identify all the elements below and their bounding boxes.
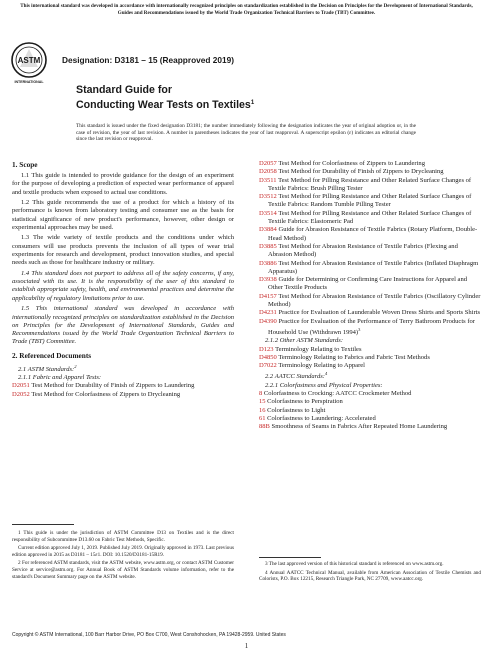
scope-1-3: 1.3 The wide variety of textile products and the conditions under which consumers will use products prevents the inclusion of all types of wear trial experiments for research and development, product innovation studies, and special needs such as those for healthcare industry or military.: [12, 234, 234, 267]
colorfastness-label: 2.2.1 Colorfastness and Physical Properties:: [265, 381, 383, 389]
reference-link[interactable]: D3511: [259, 176, 277, 184]
reference-item: D3884 Guide for Abrasion Resistance of Textile Fabrics (Rotary Platform, Double-Head Method): [259, 226, 478, 242]
left-column: [12, 160, 234, 399]
reference-link[interactable]: D2051: [12, 382, 30, 390]
reference-link[interactable]: 8: [259, 390, 263, 398]
title-line-1: Standard Guide for: [76, 84, 172, 96]
footnotes-right: [259, 561, 481, 585]
reference-link[interactable]: D3938: [259, 276, 277, 284]
reference-item: D3511 Test Method for Pilling Resistance and Other Related Surface Changes of Textile Fabrics: Brush Pilling Tester: [259, 176, 472, 192]
scope-heading: 1. Scope: [12, 160, 38, 169]
reference-item: D4157 Test Method for Abrasion Resistance of Textile Fabrics (Oscillatory Cylinder Method): [259, 292, 481, 309]
footnote-divider: [12, 524, 74, 525]
reference-link[interactable]: D123: [259, 345, 274, 353]
reference-link[interactable]: D3885: [259, 242, 277, 250]
aatcc-standards-label: 2.2 AATCC Standards:$^4$: [265, 371, 328, 381]
reference-item: D4390 Practice for Evaluation of the Performance of Terry Bathroom Products for Household Use (Withdrawn 1994)$^3$: [259, 317, 475, 336]
reference-link[interactable]: 16: [259, 406, 266, 414]
reference-item: D2051 Test Method for Durability of Finish of Zippers to Laundering: [12, 382, 195, 390]
title-line-2: Conducting Wear Tests on Textiles$^1$: [76, 98, 255, 111]
reference-link[interactable]: D4231: [259, 309, 277, 317]
issuance-statement: This standard is issued under the fixed designation D3181; the number immediately following the designation indicates the year of original adoption or, in the case of revision, the year of last revision. A number in parentheses indicates the year of last reapproval. A superscript epsilon (ε) indicates an editorial change since the last revision or reapproval.: [76, 123, 416, 143]
scope-1-5: 1.5 This international standard was developed in accordance with internationally recognized principles on standardization established in the Decision on Principles for the Development of International Standards, Guides and Recommendations issued by the World Trade Organization Technical Barriers to Trade (TBT) Committee.: [12, 305, 234, 346]
reference-item: D4850 Terminology Relating to Fabrics and Fabric Test Methods: [259, 353, 430, 361]
reference-link[interactable]: D3514: [259, 209, 277, 217]
reference-item: D3512 Test Method for Pilling Resistance and Other Related Surface Changes of Textile Fabrics: Random Tumble Pilling Tester: [259, 193, 472, 209]
scope-1-4: 1.4 This standard does not purport to address all of the safety concerns, if any, associated with its use. It is the responsibility of the user of this standard to establish appropriate safety, health, and environmental practices and determine the applicability of regulatory limitations prior to use.: [12, 269, 234, 302]
reference-item: D2052 Test Method for Colorfastness of Zippers to Drycleaning: [12, 390, 181, 398]
referenced-docs-heading: 2. Referenced Documents: [12, 350, 92, 360]
astm-standards-label: 2.1 ASTM Standards:$^2$: [18, 363, 77, 373]
reference-link[interactable]: D4850: [259, 353, 277, 361]
page-number: 1: [244, 642, 249, 650]
reference-item: D2058 Test Method for Durability of Finish of Zippers to Drycleaning: [259, 168, 444, 176]
svg-text:ASTM: ASTM: [17, 56, 41, 65]
footnotes-left: [12, 530, 234, 582]
reference-link[interactable]: D7022: [259, 362, 277, 370]
reference-item: 8 Colorfastness to Crocking: AATCC Crockmeter Method: [259, 390, 412, 398]
reference-item: 16 Colorfastness to Light: [259, 406, 326, 414]
scope-1-2: 1.2 This guide recommends the use of a product for which a history of its performance is known from laboratory testing and consumer use as the basis for statistical significance of new product's performance, however, other design or experimental approaches may be used.: [12, 199, 234, 231]
reference-link[interactable]: 15: [259, 398, 266, 406]
right-column: [259, 160, 481, 432]
reference-item: D7022 Terminology Relating to Apparel: [259, 362, 365, 370]
designation: Designation: D3181 – 15 (Reapproved 2019): [62, 55, 234, 65]
reference-link[interactable]: D2058: [259, 168, 277, 176]
reference-item: D3886 Test Method for Abrasion Resistance of Textile Fabrics (Inflated Diaphragm Apparatus): [259, 259, 479, 275]
reference-link[interactable]: D2057: [259, 160, 277, 167]
footnote-4: 4 Annual AATCC Technical Manual, available from American Association of Textile Chemists and Colorists, P.O. Box 12215, Research Triangle Park, NC 27709, www.aatcc.org.: [259, 569, 481, 583]
footnote-3: 3 The last approved version of this historical standard is referenced on www.astm.org.: [265, 561, 444, 567]
reference-link[interactable]: D4390: [259, 317, 277, 325]
reference-link[interactable]: D3884: [259, 226, 277, 234]
reference-item: D3514 Test Method for Pilling Resistance and Other Related Surface Changes of Textile Fabrics: Elastomeric Pad: [259, 209, 472, 226]
scope-1-1: 1.1 This guide is intended to provide guidance for the design of an experiment for the purpose of developing a prediction of expected wear performance of apparel and textile products when exposed to actual use conditions.: [12, 172, 234, 196]
page-title: [76, 84, 254, 111]
header-notice: This international standard was developed in accordance with internationally recognized principles on standardization established in the Decision on Principles for the Development of International Standards, Guides and Recommendations issued by the World Trade Organization Technical Barriers to Trade (TBT) Committee.: [20, 3, 473, 16]
reference-link[interactable]: D3512: [259, 193, 277, 201]
other-astm-label: 2.1.2 Other ASTM Standards:: [265, 337, 344, 345]
reference-link[interactable]: D3886: [259, 259, 277, 267]
copyright-notice: Copyright © ASTM International, 100 Barr Harbor Drive, PO Box C700, West Conshohocken, PA 19428-2959. United States: [12, 632, 286, 638]
reference-item: 15 Colorfastness to Perspiration: [259, 398, 343, 406]
footnote-divider: [259, 557, 321, 558]
reference-item: D3885 Test Method for Abrasion Resistance of Textile Fabrics (Flexing and Abrasion Method): [259, 242, 458, 259]
reference-item: D3938 Guide for Determining or Confirming Care Instructions for Apparel and Other Textile Products: [259, 276, 468, 292]
reference-link[interactable]: 88B: [259, 423, 270, 431]
reference-item: 61 Colorfastness to Laundering: Accelerated: [259, 414, 376, 422]
reference-link[interactable]: D2052: [12, 390, 30, 398]
footnote-1: 1 This guide is under the jurisdiction of ASTM Committee D13 on Textiles and is the direct responsibility of Subcommittee D13.60 on Fabric Test Methods, Specific.: [12, 530, 234, 543]
fabric-apparel-label: 2.1.1 Fabric and Apparel Tests:: [18, 373, 102, 381]
reference-item: D123 Terminology Relating to Textiles: [259, 345, 362, 353]
svg-text:INTERNATIONAL: INTERNATIONAL: [14, 80, 44, 84]
reference-item: D2057 Test Method for Colorfastness of Zippers to Laundering: [259, 160, 425, 167]
footnote-1-edition: Current edition approved July 1, 2019. Published July 2019. Originally approved in 1973. Last previous edition approved in 2015 as D3181 – 15ε1. DOI: 10.1520/D3181-15R19.: [12, 545, 234, 558]
reference-link[interactable]: 61: [259, 414, 266, 422]
astm-logo-icon: [10, 41, 48, 85]
reference-link[interactable]: D4157: [259, 292, 277, 300]
footnote-2: 2 For referenced ASTM standards, visit the ASTM website, www.astm.org, or contact ASTM Customer Service at service@astm.org. For Annual Book of ASTM Standards volume information, refer to the standard's Document Summary page on the ASTM website.: [12, 560, 234, 580]
reference-item: 88B Smoothness of Seams in Fabrics After Repeated Home Laundering: [259, 423, 448, 431]
reference-item: D4231 Practice for Evaluation of Launderable Woven Dress Shirts and Sports Shirts: [259, 309, 480, 317]
